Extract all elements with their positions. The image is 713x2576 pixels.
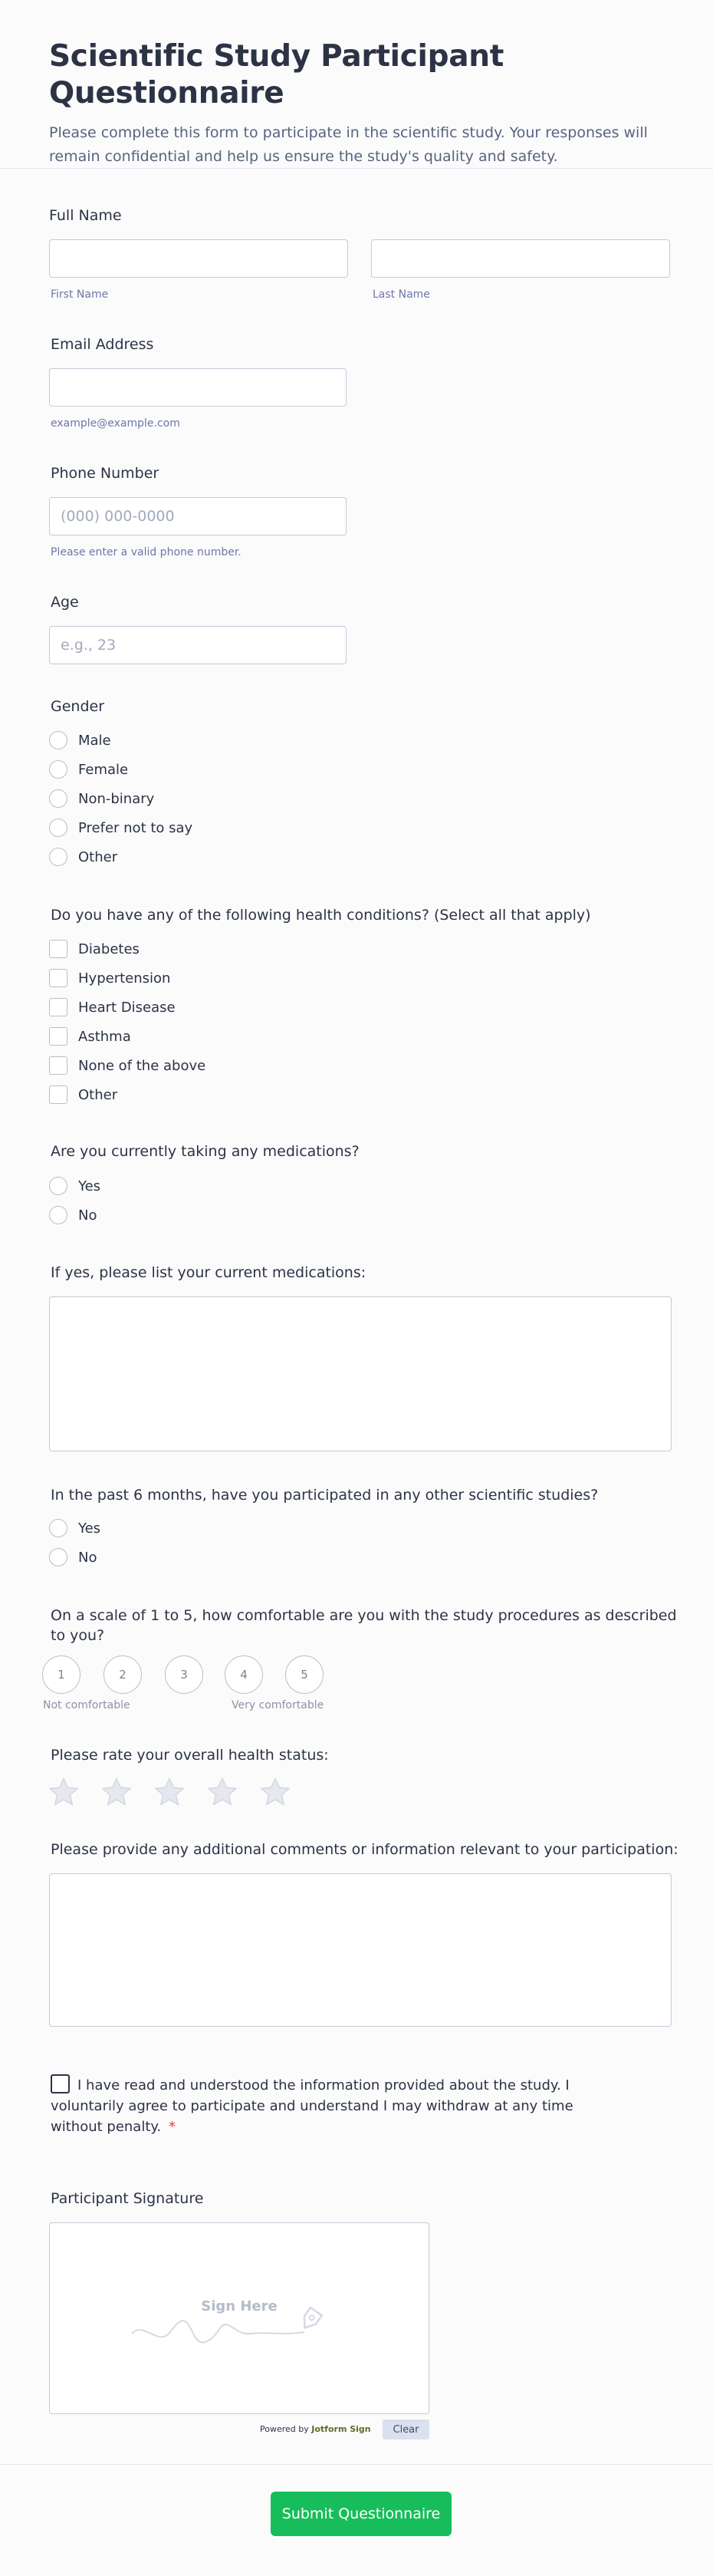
- other-studies-option-yes[interactable]: Yes: [49, 1514, 100, 1543]
- health-options: [49, 934, 205, 1109]
- scale-low-label: Not comfortable: [43, 1699, 130, 1711]
- gender-option-prefer-not[interactable]: Prefer not to say: [49, 813, 192, 842]
- gender-option-male[interactable]: Male: [49, 726, 192, 755]
- last-name-input[interactable]: [371, 239, 670, 278]
- gender-option-other[interactable]: Other: [49, 842, 192, 871]
- form-header: [0, 0, 713, 206]
- health-label: Do you have any of the following health conditions? (Select all that apply): [51, 907, 591, 924]
- radio-button[interactable]: [49, 760, 67, 779]
- footer-divider: [0, 2464, 713, 2465]
- scale-high-label: Very comfortable: [232, 1699, 324, 1711]
- header-divider: [0, 168, 713, 169]
- consent-checkbox[interactable]: [51, 2074, 70, 2093]
- signature-placeholder: Sign Here: [201, 2298, 278, 2314]
- submit-button[interactable]: Submit Questionnaire: [271, 2492, 452, 2536]
- last-name-sublabel: Last Name: [373, 288, 430, 301]
- star-icon[interactable]: [258, 1775, 292, 1809]
- health-option-none[interactable]: None of the above: [49, 1051, 205, 1080]
- scale-option-2[interactable]: 2: [104, 1655, 142, 1694]
- email-input[interactable]: [49, 368, 347, 407]
- radio-button[interactable]: [49, 1548, 67, 1566]
- radio-button[interactable]: [49, 1206, 67, 1224]
- star-icon[interactable]: [205, 1775, 239, 1809]
- signature-pad[interactable]: [49, 2222, 429, 2414]
- powered-by-text: Powered by Jotform Sign: [260, 2424, 371, 2434]
- first-name-input[interactable]: [49, 239, 348, 278]
- signature-clear-button[interactable]: Clear: [383, 2420, 429, 2439]
- phone-sublabel: Please enter a valid phone number.: [51, 546, 242, 558]
- scale-option-5[interactable]: 5: [285, 1655, 324, 1694]
- medication-list-label: If yes, please list your current medications:: [51, 1264, 366, 1281]
- star-icon[interactable]: [100, 1775, 133, 1809]
- phone-label: Phone Number: [51, 465, 159, 482]
- radio-button[interactable]: [49, 848, 67, 866]
- medications-options: [49, 1171, 100, 1230]
- other-studies-option-no[interactable]: No: [49, 1543, 100, 1572]
- consent-text: I have read and understood the information provided about the study. I voluntarily agree to participate and understand I may withdraw at any time without penalty.: [51, 2077, 573, 2135]
- radio-button[interactable]: [49, 1519, 67, 1537]
- gender-option-female[interactable]: Female: [49, 755, 192, 784]
- email-sublabel: example@example.com: [51, 417, 180, 430]
- required-mark: *: [168, 2119, 176, 2135]
- checkbox[interactable]: [49, 998, 67, 1016]
- comments-label: Please provide any additional comments or information relevant to your participation:: [51, 1841, 678, 1858]
- scale-label: On a scale of 1 to 5, how comfortable are you with the study procedures as described to you?: [51, 1607, 677, 1644]
- medications-option-yes[interactable]: Yes: [49, 1171, 100, 1201]
- other-studies-label: In the past 6 months, have you participated in any other scientific studies?: [51, 1487, 599, 1504]
- age-input[interactable]: [49, 626, 347, 664]
- health-option-heart-disease[interactable]: Heart Disease: [49, 993, 205, 1022]
- other-studies-options: [49, 1514, 100, 1572]
- gender-option-non-binary[interactable]: Non-binary: [49, 784, 192, 813]
- checkbox[interactable]: [49, 1056, 67, 1075]
- scale-option-3[interactable]: 3: [165, 1655, 203, 1694]
- health-option-diabetes[interactable]: Diabetes: [49, 934, 205, 964]
- radio-button[interactable]: [49, 819, 67, 837]
- first-name-sublabel: First Name: [51, 288, 109, 301]
- health-option-hypertension[interactable]: Hypertension: [49, 964, 205, 993]
- medications-label: Are you currently taking any medications?: [51, 1143, 360, 1160]
- checkbox[interactable]: [49, 1085, 67, 1104]
- page-subtitle: Please complete this form to participate in the scientific study. Your responses will remain confidential and help us ensure the study's quality and safety.: [49, 124, 648, 165]
- medications-option-no[interactable]: No: [49, 1201, 100, 1230]
- health-option-other[interactable]: Other: [49, 1080, 205, 1109]
- star-icon[interactable]: [47, 1775, 80, 1809]
- health-option-asthma[interactable]: Asthma: [49, 1022, 205, 1051]
- checkbox[interactable]: [49, 969, 67, 987]
- checkbox[interactable]: [49, 1027, 67, 1046]
- radio-button[interactable]: [49, 731, 67, 749]
- phone-input[interactable]: [49, 497, 347, 535]
- radio-button[interactable]: [49, 789, 67, 808]
- star-icon[interactable]: [153, 1775, 186, 1809]
- email-label: Email Address: [51, 336, 154, 353]
- scale-option-4[interactable]: 4: [225, 1655, 263, 1694]
- full-name-field: [49, 207, 122, 224]
- rating-label: Please rate your overall health status:: [51, 1747, 329, 1764]
- powered-by-brand: Jotform Sign: [311, 2424, 371, 2434]
- checkbox[interactable]: [49, 940, 67, 958]
- signature-label: Participant Signature: [51, 2190, 204, 2207]
- gender-options: [49, 726, 192, 871]
- consent-field: [51, 2074, 604, 2137]
- scale-option-1[interactable]: 1: [42, 1655, 80, 1694]
- page-title: Scientific Study Participant Questionnaire: [49, 39, 504, 110]
- medication-list-textarea[interactable]: [49, 1296, 672, 1451]
- age-label: Age: [51, 594, 79, 611]
- full-name-label: Full Name: [49, 207, 122, 224]
- comments-textarea[interactable]: [49, 1873, 672, 2027]
- gender-label: Gender: [51, 698, 105, 715]
- radio-button[interactable]: [49, 1177, 67, 1195]
